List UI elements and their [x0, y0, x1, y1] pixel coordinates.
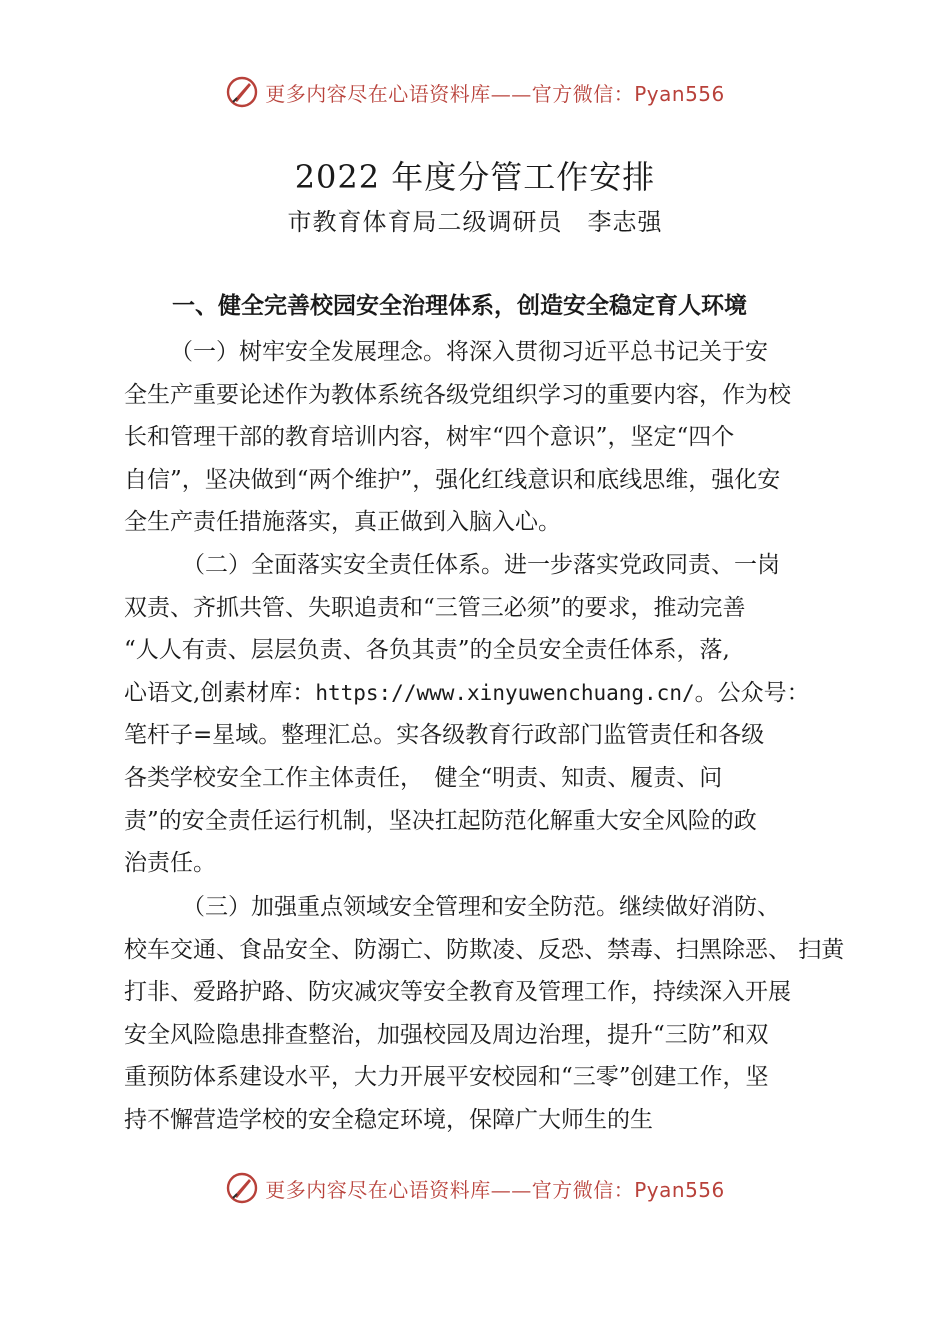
- banner-wechat-id: Pyan556: [634, 81, 725, 106]
- banner-wechat-label: 官方微信：: [531, 1177, 635, 1202]
- paragraph-line: 各类学校安全工作主体责任， 健全“明责、知责、履责、问: [124, 764, 723, 791]
- header-banner: [0, 70, 950, 114]
- paragraph-2: [124, 544, 840, 885]
- footer-banner: [0, 1166, 950, 1210]
- paragraph-line: （二）全面落实安全责任体系。进一步落实党政同责、一岗: [182, 552, 780, 578]
- paragraph-line: 笔杆子=星域。整理汇总。实各级教育行政部门监管责任和各级: [124, 722, 765, 749]
- paragraph-1: [124, 331, 840, 544]
- paragraph-3: [124, 886, 845, 1142]
- document-title: 2022 年度分管工作安排: [294, 158, 656, 196]
- quill-pen-logo-icon: [225, 75, 259, 109]
- paragraph-line: 重预防体系建设水平，大力开展平安校园和“三零”创建工作，坚: [124, 1064, 769, 1091]
- paragraph-line: 打非、爱路护路、防灾减灾等安全教育及管理工作，持续深入开展: [124, 979, 791, 1006]
- paragraph-line: 长和管理干部的教育培训内容，树牢“四个意识”，坚定“四个: [124, 424, 735, 451]
- paragraph-line: “人人有责、层层负责、各负其责”的全员安全责任体系，落,: [124, 637, 730, 664]
- paragraph-line: （一）树牢安全发展理念。将深入贯彻习近平总书记关于安: [170, 339, 768, 365]
- banner-text: [265, 1174, 725, 1203]
- banner-wechat-id: Pyan556: [634, 1177, 725, 1202]
- paragraph-line: 治责任。: [124, 850, 216, 877]
- paragraph-line: 全生产责任措施落实，真正做到入脑入心。: [124, 509, 561, 536]
- paragraph-line: 责”的安全责任运行机制，坚决扛起防范化解重大安全风险的政: [124, 807, 757, 834]
- paragraph-line: 校车交通、食品安全、防溺亡、防欺凌、反恐、禁毒、扫黑除恶、 扫黄: [124, 936, 845, 963]
- banner-text: [265, 78, 725, 107]
- banner-dash: ——: [490, 81, 532, 106]
- paragraph-line: 双责、齐抓共管、失职追责和“三管三必须”的要求，推动完善: [124, 594, 746, 621]
- paragraph-line: 自信”，坚决做到“两个维护”，强化红线意识和底线思维，强化安: [124, 466, 781, 493]
- author-line: 市教育体育局二级调研员 李志强: [287, 208, 663, 236]
- quill-pen-logo-icon: [225, 1171, 259, 1205]
- paragraph-line-url: [124, 672, 840, 715]
- section-heading-1: 一、健全完善校园安全治理体系，创造安全稳定育人环境: [172, 293, 747, 319]
- banner-main-text: 更多内容尽在心语资料库: [265, 81, 491, 106]
- banner-dash: ——: [490, 1177, 532, 1202]
- paragraph-line: 持不懈营造学校的安全稳定环境，保障广大师生的生: [124, 1106, 653, 1133]
- banner-main-text: 更多内容尽在心语资料库: [265, 1177, 491, 1202]
- source-url-link[interactable]: https://www.xinyuwenchuang.cn/: [315, 680, 695, 705]
- official-account-label: 。公众号：: [694, 679, 810, 706]
- paragraph-line: 安全风险隐患排查整治，加强校园及周边治理，提升“三防”和双: [124, 1021, 769, 1048]
- banner-wechat-label: 官方微信：: [531, 81, 635, 106]
- source-label: 心语文,创素材库：: [124, 679, 316, 706]
- paragraph-line: 全生产重要论述作为教体系统各级党组织学习的重要内容，作为校: [124, 381, 791, 408]
- paragraph-line: （三）加强重点领域安全管理和安全防范。继续做好消防、: [182, 894, 780, 920]
